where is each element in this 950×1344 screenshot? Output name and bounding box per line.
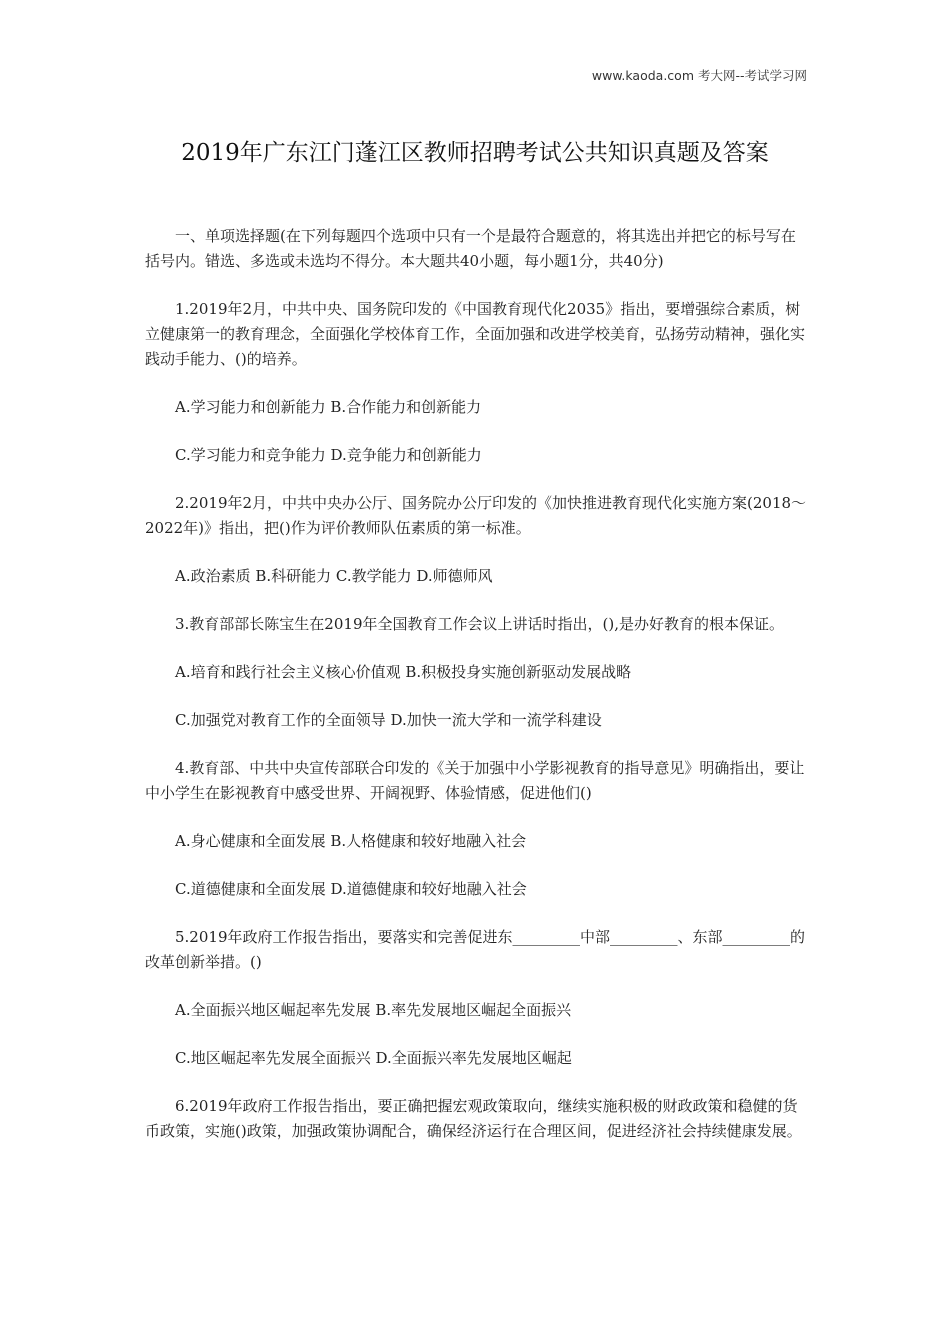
question-1-options-cd: C.学习能力和竞争能力 D.竞争能力和创新能力 xyxy=(175,446,482,464)
question-2: 2.2019年2月，中共中央办公厅、国务院办公厅印发的《加快推进教育现代化实施方案(2018～2022年)》指出，把()作为评价教师队伍素质的第一标准。 xyxy=(145,494,807,537)
question-4: 4.教育部、中共中央宣传部联合印发的《关于加强中小学影视教育的指导意见》明确指出，要让中小学生在影视教育中感受世界、开阔视野、体验情感，促进他们() xyxy=(145,759,805,802)
question-2-options: A.政治素质 B.科研能力 C.教学能力 D.师德师风 xyxy=(175,567,493,585)
question-4-options-cd: C.道德健康和全面发展 D.道德健康和较好地融入社会 xyxy=(175,880,527,898)
document-body xyxy=(145,224,807,1144)
question-1-options-ab: A.学习能力和创新能力 B.合作能力和创新能力 xyxy=(175,398,482,416)
question-6: 6.2019年政府工作报告指出，要正确把握宏观政策取向，继续实施积极的财政政策和稳健的货币政策，实施()政策，加强政策协调配合，确保经济运行在合理区间，促进经济社会持续健康发展。 xyxy=(145,1097,802,1140)
question-5: 5.2019年政府工作报告指出，要落实和完善促进东_________中部_________、东部_________的改革创新举措。() xyxy=(145,928,805,971)
document-title: 2019年广东江门蓬江区教师招聘考试公共知识真题及答案 xyxy=(181,140,769,166)
question-3-options-cd: C.加强党对教育工作的全面领导 D.加快一流大学和一流学科建设 xyxy=(175,711,602,729)
question-5-options-ab: A.全面振兴地区崛起率先发展 B.率先发展地区崛起全面振兴 xyxy=(175,1001,572,1019)
question-5-options-cd: C.地区崛起率先发展全面振兴 D.全面振兴率先发展地区崛起 xyxy=(175,1049,572,1067)
question-4-options-ab: A.身心健康和全面发展 B.人格健康和较好地融入社会 xyxy=(175,832,527,850)
question-3: 3.教育部部长陈宝生在2019年全国教育工作会议上讲话时指出，(),是办好教育的根本保证。 xyxy=(175,615,784,633)
page-header: www.kaoda.com 考大网--考试学习网 xyxy=(591,68,807,83)
question-1: 1.2019年2月，中共中央、国务院印发的《中国教育现代化2035》指出，要增强综合素质，树立健康第一的教育理念，全面强化学校体育工作，全面加强和改进学校美育，弘扬劳动精神，强化实践动手能力、()的培养。 xyxy=(145,300,806,368)
section-heading: 一、单项选择题(在下列每题四个选项中只有一个是最符合题意的，将其选出并把它的标号写在括号内。错选、多选或未选均不得分。本大题共40小题，每小题1分，共40分) xyxy=(145,227,796,270)
question-3-options-ab: A.培育和践行社会主义核心价值观 B.积极投身实施创新驱动发展战略 xyxy=(175,663,632,681)
